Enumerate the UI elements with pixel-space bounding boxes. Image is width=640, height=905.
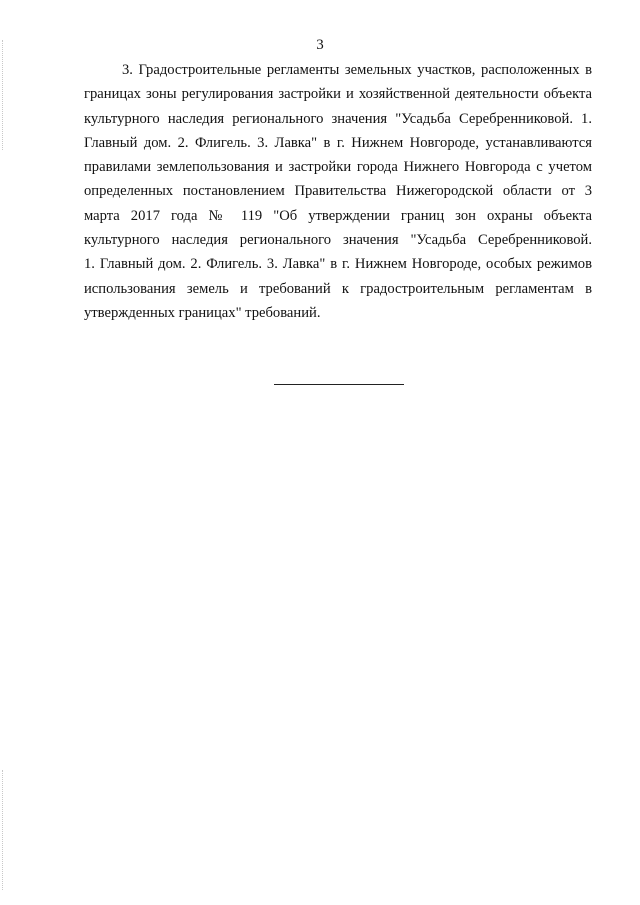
paragraph-line: границах зоны регулирования застройки и хозяйственной деятельности объекта [84,86,592,103]
paragraph-line: 3. Градостроительные регламенты земельных участков, расположенных в [122,62,592,78]
paragraph-line: культурного наследия регионального значения "Усадьба Серебренниковой. [84,232,592,249]
paragraph-line: определенных постановлением Правительства Нижегородской области от 3 [84,183,592,200]
end-of-document-rule [274,384,404,385]
scan-edge-mark [2,40,3,150]
paragraph-line: Главный дом. 2. Флигель. 3. Лавка" в г. Нижнем Новгороде, устанавливаются [84,134,592,151]
page-number: 3 [316,37,324,53]
scan-edge-mark [2,770,3,890]
paragraph-line: использования земель и требований к градостроительным регламентам в [84,280,592,297]
paragraph-section-3 [84,58,592,325]
paragraph-line: 1. Главный дом. 2. Флигель. 3. Лавка" в г. Нижнем Новгороде, особых режимов [84,256,592,273]
paragraph-line: правилами землепользования и застройки города Нижнего Новгорода с учетом [84,159,592,176]
paragraph-line: утвержденных границах" требований. [84,304,321,321]
paragraph-line: культурного наследия регионального значения "Усадьба Серебренниковой. 1. [84,110,592,127]
paragraph-line: марта 2017 года № 119 "Об утверждении границ зон охраны объекта [84,207,592,224]
